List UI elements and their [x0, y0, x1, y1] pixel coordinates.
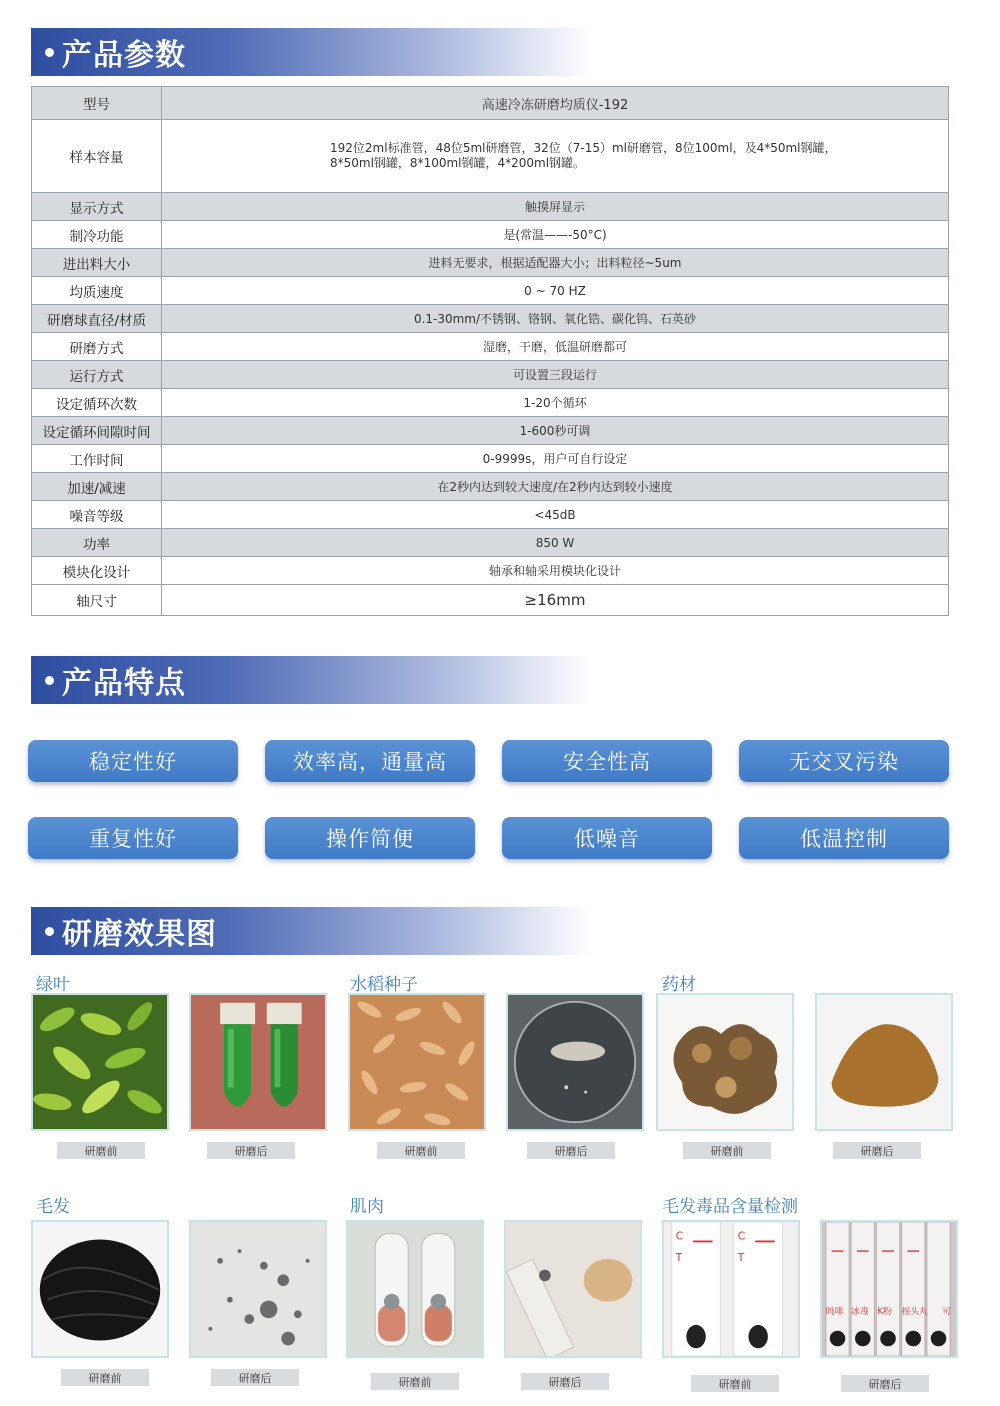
svg-text:T: T [737, 1250, 745, 1264]
section-header-params [31, 28, 591, 76]
spec-value: ≥16mm [162, 585, 949, 616]
caption-before: 研磨前 [371, 1373, 459, 1390]
spec-label: 设定循环次数 [32, 389, 162, 417]
muscle-tubes-image [348, 1222, 482, 1356]
leaves-image [33, 995, 167, 1129]
table-row [32, 333, 949, 361]
spec-value: 可设置三段运行 [162, 361, 949, 389]
spec-value: 1-600秒可调 [162, 417, 949, 445]
section-header-effects [31, 907, 591, 955]
spec-value: 在2秒内达到较大速度/在2秒内达到较小速度 [162, 473, 949, 501]
spec-value: 0 ~ 70 HZ [162, 277, 949, 305]
spec-value: 轴承和轴采用模块化设计 [162, 557, 949, 585]
svg-text:C: C [675, 1229, 684, 1243]
photo-muscle-after [504, 1220, 642, 1358]
spec-value: 1-20个循环 [162, 389, 949, 417]
feature-badge: 低噪音 [502, 817, 712, 859]
test-strip-image [664, 1222, 798, 1356]
feature-badge: 稳定性好 [28, 740, 238, 782]
herb-powder-image [817, 995, 951, 1129]
photo-drug-test-before [662, 1220, 800, 1358]
section-title: 产品参数 [62, 38, 186, 73]
table-row [32, 473, 949, 501]
spec-label: 进出料大小 [32, 249, 162, 277]
table-row [32, 585, 949, 616]
photo-leaves-before [31, 993, 169, 1131]
category-label: 毛发毒品含量检测 [662, 1197, 798, 1217]
spec-value: 0-9999s，用户可自行设定 [162, 445, 949, 473]
rice-image [350, 995, 484, 1129]
strip-label: K粉 [877, 1307, 892, 1318]
caption-after: 研磨后 [207, 1142, 295, 1159]
strip-label: 冰毒 [851, 1307, 869, 1318]
spec-table [31, 86, 949, 616]
caption-after: 研磨后 [527, 1142, 615, 1159]
bullet-dot [45, 927, 54, 936]
spec-label: 研磨球直径/材质 [32, 305, 162, 333]
caption-after: 研磨后 [211, 1369, 299, 1386]
table-row [32, 529, 949, 557]
spec-value: 进料无要求，根据适配器大小；出料粒径~5um [162, 249, 949, 277]
spec-label: 工作时间 [32, 445, 162, 473]
photo-herb-after [815, 993, 953, 1131]
category-label: 绿叶 [36, 975, 70, 995]
caption-before: 研磨前 [57, 1142, 145, 1159]
table-row [32, 445, 949, 473]
hair-powder-image [191, 1222, 325, 1356]
test-strips-image [822, 1222, 956, 1356]
table-row [32, 221, 949, 249]
strip-label: 摇头丸 [901, 1307, 928, 1318]
table-row [32, 249, 949, 277]
table-row [32, 277, 949, 305]
category-label: 毛发 [36, 1197, 70, 1217]
caption-after: 研磨后 [521, 1373, 609, 1390]
bullet-dot [45, 676, 54, 685]
table-row [32, 501, 949, 529]
spec-label: 轴尺寸 [32, 585, 162, 616]
table-row [32, 305, 949, 333]
spec-value: <45dB [162, 501, 949, 529]
spec-value: 是(常温——-50°C) [162, 221, 949, 249]
spec-label: 型号 [32, 87, 162, 120]
table-row [32, 87, 949, 120]
svg-text:C: C [737, 1229, 746, 1243]
category-label: 水稻种子 [350, 975, 418, 995]
table-row [32, 193, 949, 221]
category-label: 药材 [662, 975, 696, 995]
spec-value: 湿磨，干磨，低温研磨都可 [162, 333, 949, 361]
caption-before: 研磨前 [377, 1142, 465, 1159]
spec-label: 设定循环间隙时间 [32, 417, 162, 445]
photo-muscle-before [346, 1220, 484, 1358]
photo-drug-test-after [820, 1220, 958, 1358]
table-row [32, 417, 949, 445]
table-row [32, 120, 949, 193]
bullet-dot [45, 48, 54, 57]
caption-after: 研磨后 [841, 1375, 929, 1392]
strip-label: 可 [942, 1307, 952, 1318]
section-header-features [31, 656, 591, 704]
spec-value: 850 W [162, 529, 949, 557]
spec-value: 0.1-30mm/不锈钢、铬钢、氧化锆、碳化钨、石英砂 [162, 305, 949, 333]
feature-badge: 无交叉污染 [739, 740, 949, 782]
section-title: 产品特点 [62, 666, 186, 701]
feature-badge: 低温控制 [739, 817, 949, 859]
photo-rice-after [506, 993, 644, 1131]
caption-after: 研磨后 [833, 1142, 921, 1159]
caption-before: 研磨前 [61, 1369, 149, 1386]
category-label: 肌肉 [350, 1197, 384, 1217]
table-row [32, 361, 949, 389]
spec-label: 模块化设计 [32, 557, 162, 585]
photo-herb-before [656, 993, 794, 1131]
spec-value: 触摸屏显示 [162, 193, 949, 221]
herb-image [658, 995, 792, 1129]
spec-label: 研磨方式 [32, 333, 162, 361]
photo-rice-before [348, 993, 486, 1131]
table-row [32, 389, 949, 417]
feature-badge: 重复性好 [28, 817, 238, 859]
spec-value-line: 192位2ml标准管，48位5ml研磨管，32位（7-15）ml研磨管，8位100ml，及4*50ml钢罐， [330, 141, 837, 155]
green-tubes-image [191, 995, 325, 1129]
caption-before: 研磨前 [683, 1142, 771, 1159]
spec-value [162, 120, 949, 193]
caption-before: 研磨前 [691, 1375, 779, 1392]
spec-label: 噪音等级 [32, 501, 162, 529]
feature-badge: 效率高，通量高 [265, 740, 475, 782]
spec-label: 加速/减速 [32, 473, 162, 501]
spec-value: 高速冷冻研磨均质仪-192 [162, 87, 949, 120]
muscle-homogenate-image [506, 1222, 640, 1356]
table-row [32, 557, 949, 585]
photo-leaves-after [189, 993, 327, 1131]
spec-label: 显示方式 [32, 193, 162, 221]
strip-label: 吗啡 [825, 1307, 844, 1318]
svg-text:T: T [675, 1250, 683, 1264]
spec-label: 均质速度 [32, 277, 162, 305]
hair-image [33, 1222, 167, 1356]
spec-label: 制冷功能 [32, 221, 162, 249]
spec-value-line: 8*50ml钢罐，8*100ml钢罐，4*200ml钢罐。 [330, 156, 586, 170]
rice-powder-image [508, 995, 642, 1129]
feature-badge: 安全性高 [502, 740, 712, 782]
section-title: 研磨效果图 [62, 917, 217, 952]
spec-label: 功率 [32, 529, 162, 557]
spec-label: 样本容量 [32, 120, 162, 193]
spec-label: 运行方式 [32, 361, 162, 389]
photo-hair-before [31, 1220, 169, 1358]
feature-badge: 操作简便 [265, 817, 475, 859]
photo-hair-after [189, 1220, 327, 1358]
